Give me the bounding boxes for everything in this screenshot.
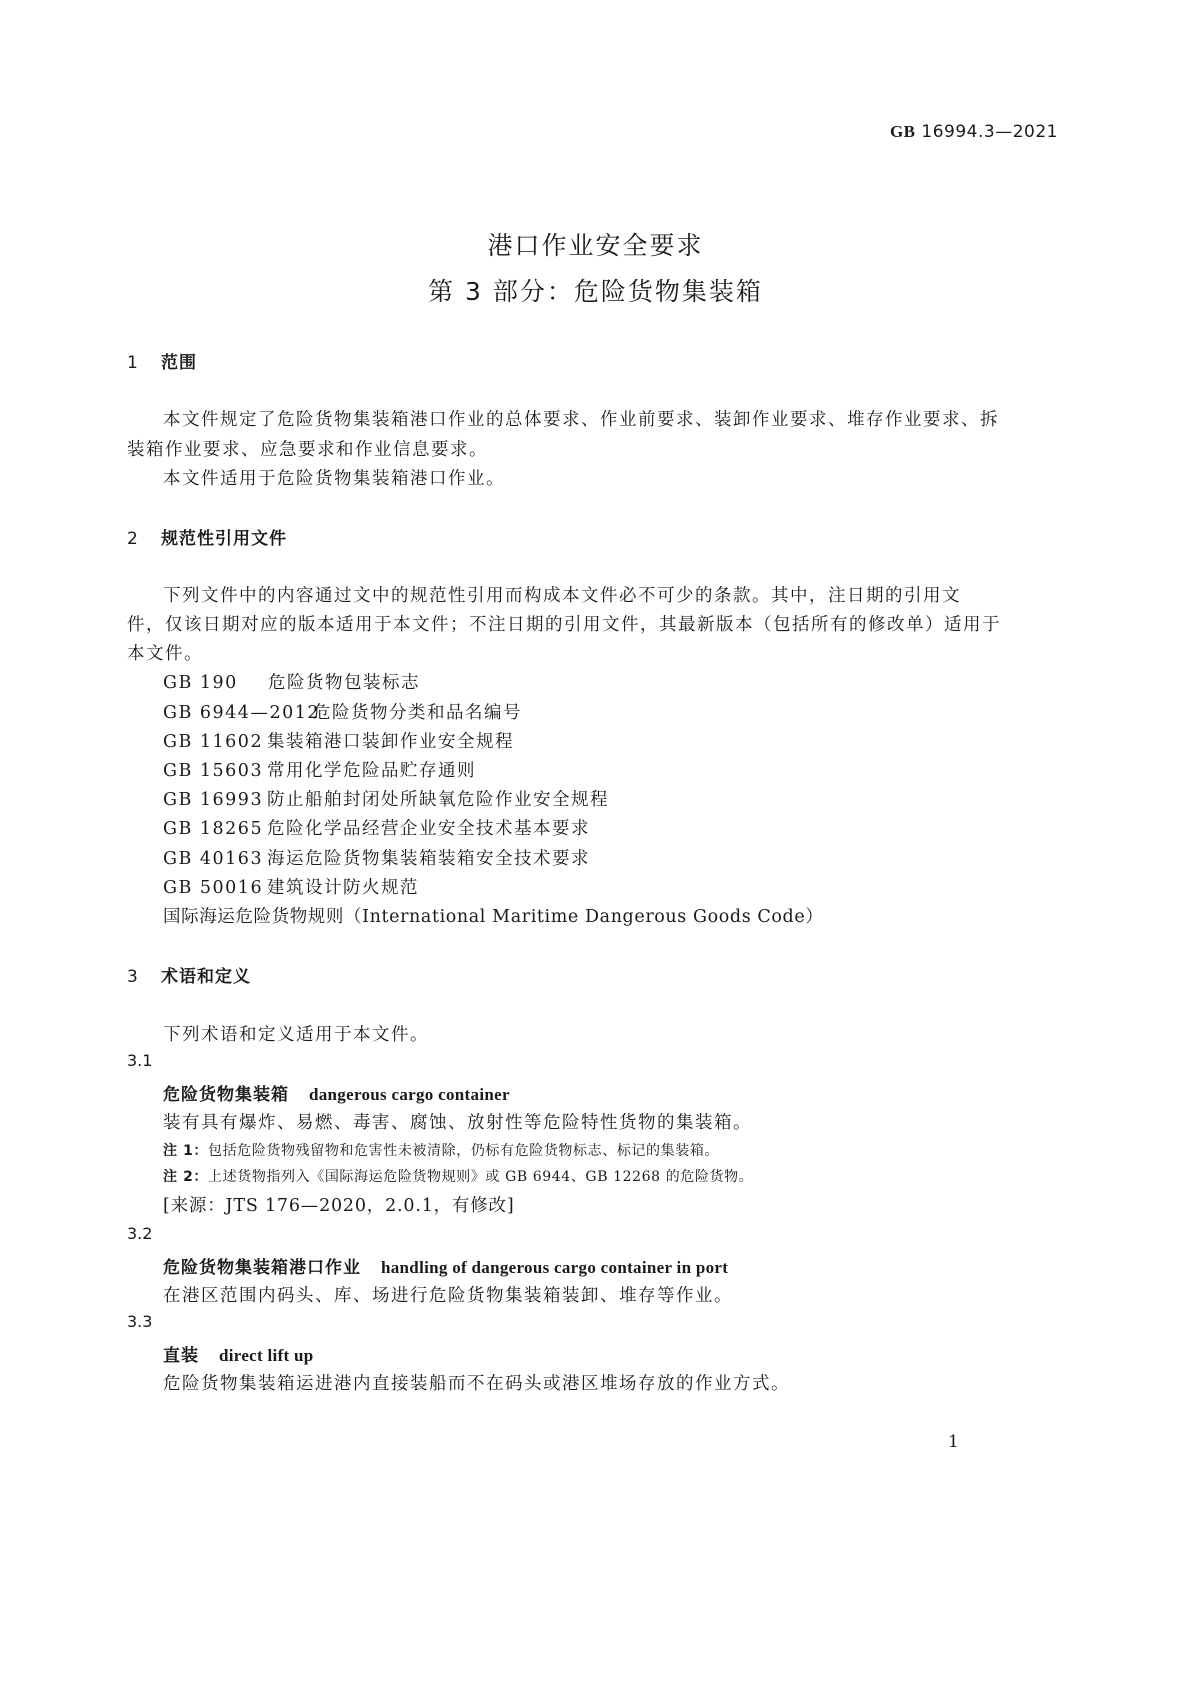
section-1-paragraph-2: 本文件适用于危险货物集装箱港口作业。 xyxy=(163,469,505,489)
standard-code xyxy=(890,122,1058,142)
section-3-heading xyxy=(127,962,251,987)
reference-title: 危险货物分类和品名编号 xyxy=(313,703,522,723)
term-english: direct lift up xyxy=(219,1346,314,1365)
imdg-code-reference: 国际海运危险货物规则（International Maritime Dangerous Goods Code） xyxy=(163,907,824,927)
reference-item xyxy=(163,786,609,811)
term-english: dangerous cargo container xyxy=(309,1085,510,1104)
section-number: 3 xyxy=(127,967,139,987)
reference-title: 常用化学危险品贮存通则 xyxy=(267,761,476,781)
reference-title: 集装箱港口装卸作业安全规程 xyxy=(267,732,514,752)
note-text: 包括危险货物残留物和危害性未被清除，仍标有危险货物标志、标记的集装箱。 xyxy=(208,1143,720,1159)
term-note xyxy=(163,1140,719,1160)
reference-item xyxy=(163,669,420,694)
section-2-paragraph-line-1: 下列文件中的内容通过文中的规范性引用而构成本文件必不可少的条款。其中，注日期的引用文 xyxy=(163,586,961,606)
term-heading xyxy=(163,1253,728,1278)
term-chinese: 危险货物集装箱港口作业 xyxy=(163,1258,361,1278)
reference-title: 海运危险货物集装箱装箱安全技术要求 xyxy=(267,849,590,869)
page-number: 1 xyxy=(948,1432,959,1452)
note-label: 注 2： xyxy=(163,1169,209,1185)
term-heading xyxy=(163,1080,510,1105)
term-heading xyxy=(163,1341,314,1366)
standard-number: 16994.3—2021 xyxy=(921,122,1058,142)
reference-item xyxy=(163,699,522,724)
reference-title: 危险货物包装标志 xyxy=(268,673,420,693)
reference-code: GB 6944—2012 xyxy=(163,703,320,723)
section-1-heading xyxy=(127,348,197,373)
reference-title: 建筑设计防火规范 xyxy=(267,878,419,898)
reference-title: 危险化学品经营企业安全技术基本要求 xyxy=(267,819,590,839)
term-definition: 在港区范围内码头、库、场进行危险货物集装箱装卸、堆存等作业。 xyxy=(163,1286,733,1306)
document-subtitle: 第 3 部分：危险货物集装箱 xyxy=(428,277,763,306)
term-number: 3.2 xyxy=(127,1224,153,1243)
reference-code: GB 190 xyxy=(163,673,238,693)
reference-code: GB 18265 xyxy=(163,819,264,839)
term-definition: 危险货物集装箱运进港内直接装船而不在码头或港区堆场存放的作业方式。 xyxy=(163,1374,790,1394)
standard-prefix: GB xyxy=(889,122,916,141)
note-text: 上述货物指列入《国际海运危险货物规则》或 GB 6944、GB 12268 的危险货物。 xyxy=(208,1169,754,1185)
term-number: 3.1 xyxy=(127,1051,153,1070)
section-title: 规范性引用文件 xyxy=(161,529,287,549)
reference-code: GB 40163 xyxy=(163,849,264,869)
reference-item xyxy=(163,757,476,782)
section-title: 范围 xyxy=(161,353,197,373)
section-3-intro: 下列术语和定义适用于本文件。 xyxy=(163,1025,429,1045)
term-note xyxy=(163,1166,753,1186)
reference-item xyxy=(163,845,590,870)
reference-code: GB 11602 xyxy=(163,732,264,752)
reference-code: GB 15603 xyxy=(163,761,264,781)
section-2-heading xyxy=(127,524,287,549)
note-label: 注 1： xyxy=(163,1143,209,1159)
term-source: [来源：JTS 176—2020，2.0.1，有修改] xyxy=(163,1196,515,1216)
term-chinese: 直装 xyxy=(163,1346,199,1366)
reference-title: 防止船舶封闭处所缺氧危险作业安全规程 xyxy=(267,790,609,810)
reference-code: GB 50016 xyxy=(163,878,264,898)
section-number: 1 xyxy=(127,353,139,373)
term-number: 3.3 xyxy=(127,1312,153,1331)
reference-item xyxy=(163,728,514,753)
section-number: 2 xyxy=(127,529,139,549)
term-definition: 装有具有爆炸、易燃、毒害、腐蚀、放射性等危险特性货物的集装箱。 xyxy=(163,1113,752,1133)
section-2-paragraph-line-3: 本文件。 xyxy=(127,644,203,664)
document-title: 港口作业安全要求 xyxy=(487,231,704,260)
term-english: handling of dangerous cargo container in port xyxy=(381,1258,729,1277)
term-chinese: 危险货物集装箱 xyxy=(163,1085,289,1105)
section-2-paragraph-line-2: 件，仅该日期对应的版本适用于本文件；不注日期的引用文件，其最新版本（包括所有的修改单）适用于 xyxy=(127,615,1001,635)
section-1-paragraph-1-line-1: 本文件规定了危险货物集装箱港口作业的总体要求、作业前要求、装卸作业要求、堆存作业要求、拆 xyxy=(163,410,999,430)
section-title: 术语和定义 xyxy=(161,967,251,987)
reference-item xyxy=(163,815,590,840)
reference-code: GB 16993 xyxy=(163,790,264,810)
section-1-paragraph-1-line-2: 装箱作业要求、应急要求和作业信息要求。 xyxy=(127,440,488,460)
reference-item xyxy=(163,874,419,899)
